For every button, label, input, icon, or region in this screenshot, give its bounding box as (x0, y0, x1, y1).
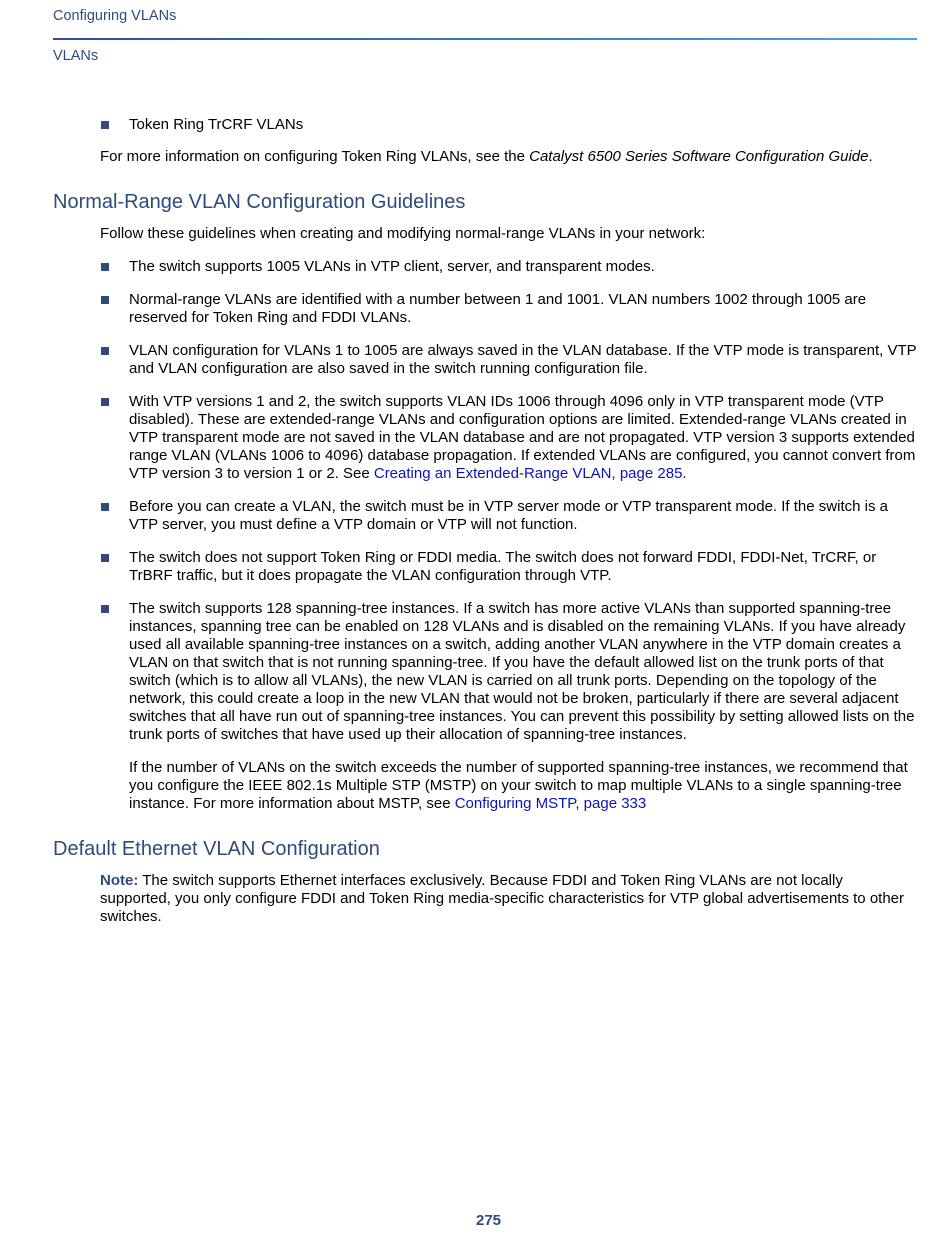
note-label: Note: (100, 872, 139, 889)
list-item-text: The switch supports 1005 VLANs in VTP client, server, and transparent modes. (129, 258, 655, 275)
list-item (129, 549, 917, 585)
note-text: The switch supports Ethernet interfaces exclusively. Because FDDI and Token Ring VLANs are not locally supported, you only configure FDDI and Token Ring media-specific characteristics for VTP global advertisements to other switches. (100, 872, 905, 925)
extended-range-vlan-link[interactable]: Creating an Extended-Range VLAN, page 285 (373, 465, 683, 482)
header-section-title: VLANs (53, 48, 99, 64)
list-item-end: . (682, 465, 687, 482)
page-content (53, 116, 917, 926)
list-item-text: The switch does not support Token Ring or FDDI media. The switch does not forward FDDI, FDDI-Net, TrCRF, or TrBRF traffic, but it does propagate the VLAN configuration through VTP. (129, 549, 877, 584)
list-item-text: Normal-range VLANs are identified with a number between 1 and 1001. VLAN numbers 1002 through 1005 are reserved for Token Ring and FDDI VLANs. (129, 291, 867, 326)
page-number: 275 (475, 1212, 502, 1229)
bullet-square-icon (101, 503, 109, 511)
list-item-text: VLAN configuration for VLANs 1 to 1005 are always saved in the VLAN database. If the VTP mode is transparent, VTP and VLAN configuration are also saved in the switch running configuration file. (129, 342, 917, 377)
section-heading-default-ethernet: Default Ethernet VLAN Configuration (53, 838, 380, 860)
list-item (129, 498, 917, 534)
list-item-text: The switch supports 128 spanning-tree instances. If a switch has more active VLANs than supported spanning-tree instances, spanning tree can be enabled on 128 VLANs and is disabled on the remaining VLANs. If you have already used all available spanning-tree instances on a switch, adding another VLAN anywhere in the VTP domain creates a VLAN on that switch that is not running spanning-tree. If you have the default allowed list on the trunk ports of that switch (which is to allow all VLANs), the new VLAN is carried on all trunk ports. Depending on the topology of the network, this could create a loop in the new VLAN that would not be broken, particularly if there are several adjacent switches that all have run out of spanning-tree instances. You can prevent this possibility by setting allowed lists on the trunk ports of switches that have used up their allocation of spanning-tree instances. (129, 600, 915, 743)
guidelines-lead: Follow these guidelines when creating and modifying normal-range VLANs in your network: (100, 225, 706, 242)
configuring-mstp-link[interactable]: Configuring MSTP, page 333 (454, 795, 647, 812)
more-info-paragraph (100, 148, 917, 166)
guide-title: Catalyst 6500 Series Software Configuration Guide (529, 148, 869, 165)
header-divider (53, 38, 917, 40)
bullet-square-icon (101, 296, 109, 304)
more-info-suffix: . (868, 148, 873, 165)
bullet-square-icon (101, 347, 109, 355)
note-paragraph (100, 872, 917, 926)
list-item (129, 342, 917, 378)
list-item (129, 291, 917, 327)
list-item (129, 116, 917, 134)
more-info-prefix: For more information on configuring Token Ring VLANs, see the (100, 148, 530, 165)
header-chapter-title: Configuring VLANs (53, 8, 177, 24)
list-item-text: Before you can create a VLAN, the switch must be in VTP server mode or VTP transparent mode. If the switch is a VTP server, you must define a VTP domain or VTP will not function. (129, 498, 888, 533)
mstp-paragraph (129, 759, 917, 813)
list-item-text: With VTP versions 1 and 2, the switch supports VLAN IDs 1006 through 4096 only in VTP transparent mode (VTP disabled). These are extended-range VLANs and configuration options are limited. Extended-range VLANs created in VTP transparent mode are not saved in the VLAN database and are not propagated. VTP version 3 supports extended range VLAN (VLANs 1006 to 4096) database propagation. If extended VLANs are configured, you cannot convert from VTP version 3 to version 1 or 2. See (129, 393, 916, 482)
bullet-square-icon (101, 605, 109, 613)
list-item (129, 258, 917, 276)
bullet-square-icon (101, 398, 109, 406)
list-item (129, 393, 917, 483)
section-heading-normal-range: Normal-Range VLAN Configuration Guidelines (53, 191, 466, 213)
guidelines-bullet-list (53, 258, 917, 744)
intro-bullet-list (53, 116, 917, 134)
bullet-square-icon (101, 263, 109, 271)
bullet-square-icon (101, 121, 109, 129)
bullet-square-icon (101, 554, 109, 562)
mstp-paragraph-text: If the number of VLANs on the switch exceeds the number of supported spanning-tree instances, we recommend that you configure the IEEE 802.1s Multiple STP (MSTP) on your switch to map multiple VLANs to a single spanning-tree instance. For more information about MSTP, see (129, 759, 908, 812)
list-item-text: Token Ring TrCRF VLANs (129, 116, 304, 133)
list-item (129, 600, 917, 744)
